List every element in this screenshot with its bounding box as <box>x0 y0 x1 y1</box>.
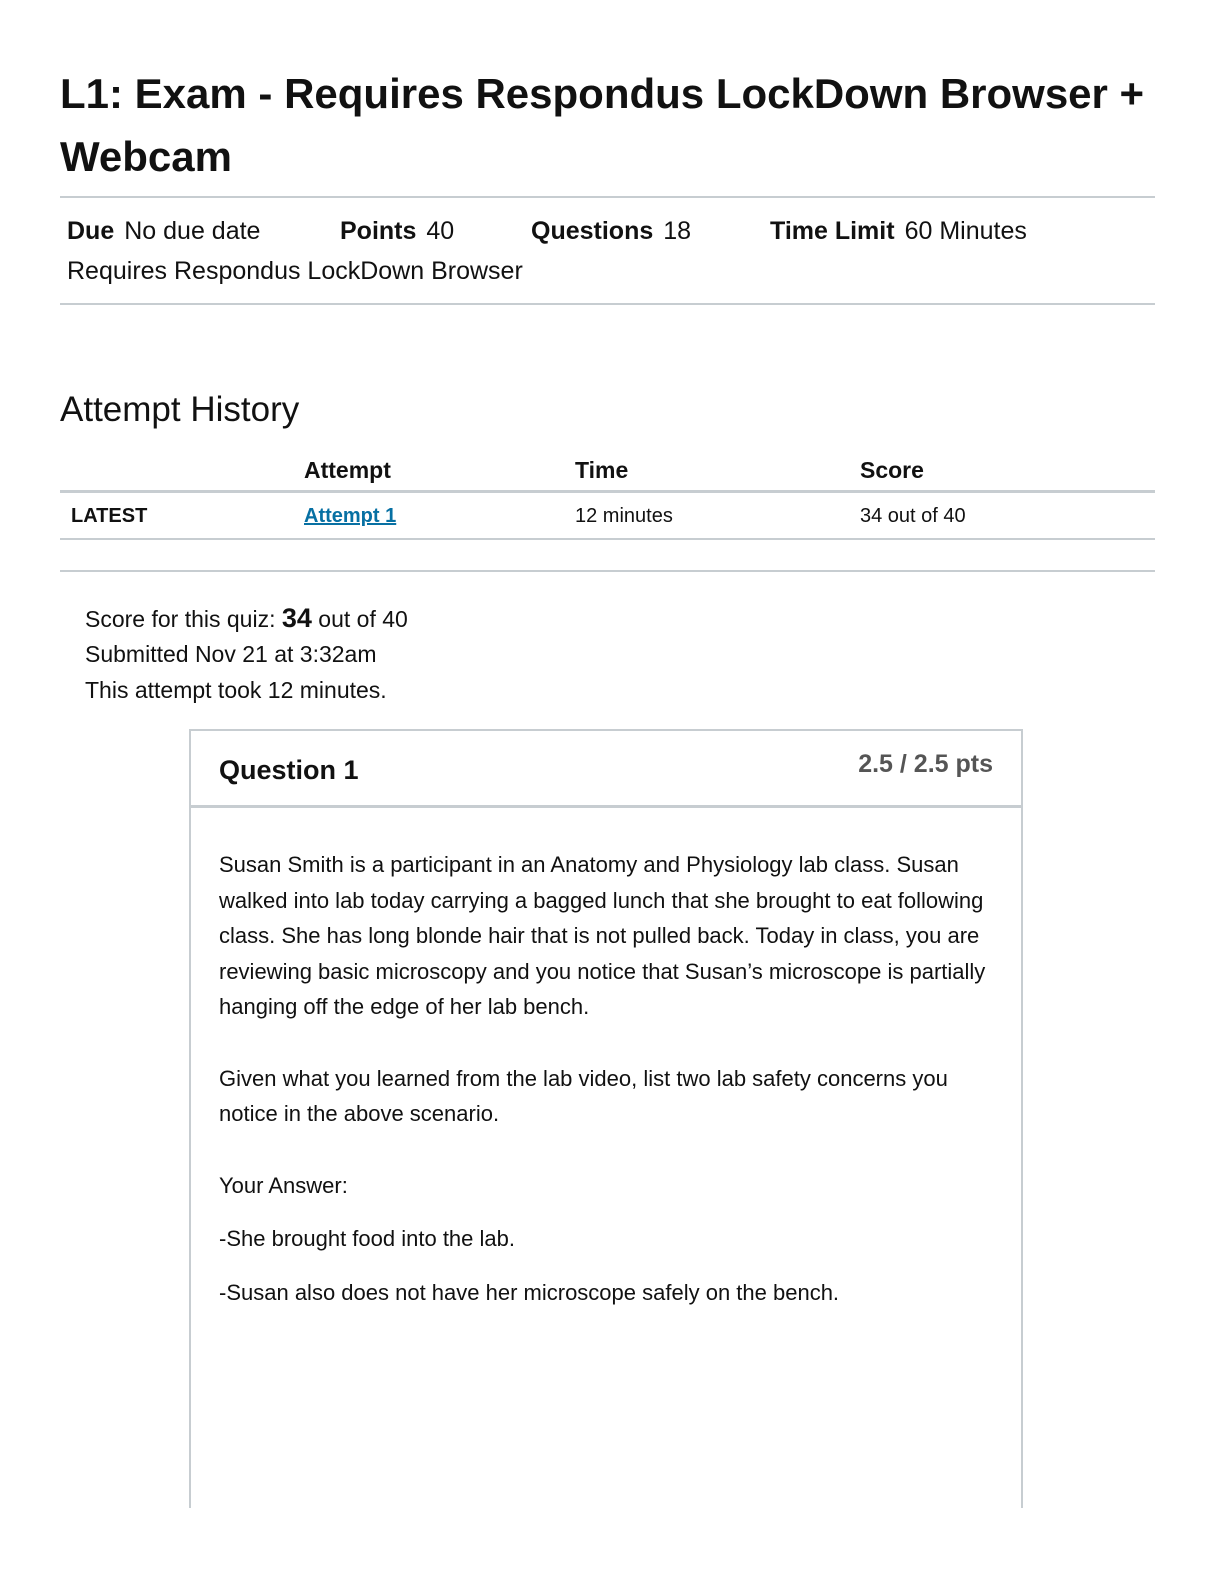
divider <box>60 196 1155 198</box>
score-suffix: out of 40 <box>311 606 408 632</box>
meta-points-label: Points <box>340 217 417 245</box>
duration-line: This attempt took 12 minutes. <box>85 677 387 703</box>
attempt-1-link[interactable]: Attempt 1 <box>304 505 397 527</box>
submitted-line: Submitted Nov 21 at 3:32am <box>85 641 377 667</box>
meta-questions-label: Questions <box>531 217 654 245</box>
quiz-summary <box>85 600 408 708</box>
meta-due <box>67 213 260 249</box>
attempt-time: 12 minutes <box>575 505 673 527</box>
meta-due-value: No due date <box>124 217 261 245</box>
score-line <box>85 600 408 636</box>
divider <box>60 570 1155 572</box>
meta-time-limit-value: 60 Minutes <box>904 217 1027 245</box>
question-prompt: Given what you learned from the lab video, list two lab safety concerns you notice in the above scenario. <box>219 1065 948 1126</box>
score-prefix: Score for this quiz: <box>85 606 282 632</box>
column-header-score: Score <box>860 457 924 483</box>
meta-time-limit <box>770 213 1027 249</box>
table-row-divider <box>60 538 1155 540</box>
meta-due-label: Due <box>67 217 115 245</box>
attempt-history-title: Attempt History <box>60 390 300 429</box>
quiz-title: L1: Exam - Requires Respondus LockDown Browser + Webcam <box>60 70 1145 180</box>
question-body <box>219 847 999 1310</box>
attempt-history-table <box>60 445 1155 541</box>
question-title: Question 1 <box>219 755 359 785</box>
meta-questions <box>531 213 691 249</box>
attempt-score: 34 out of 40 <box>860 505 966 527</box>
answer-line: -She brought food into the lab. <box>219 1226 515 1251</box>
meta-time-limit-label: Time Limit <box>770 217 895 245</box>
question-header <box>191 731 1021 808</box>
question-scenario: Susan Smith is a participant in an Anatomy and Physiology lab class. Susan walked into lab today carrying a bagged lunch that she brought to eat following class. She has long blonde hair that is not pulled back. Today in class, you are reviewing basic microscopy and you notice that Susan’s microscope is partially hanging off the edge of her lab bench. <box>219 852 986 1019</box>
column-header-attempt: Attempt <box>304 457 391 483</box>
answer-label: Your Answer: <box>219 1172 348 1198</box>
page-bottom-margin <box>0 1508 1224 1584</box>
divider <box>60 303 1155 305</box>
table-header-divider <box>60 490 1155 493</box>
column-header-time: Time <box>575 457 629 483</box>
question-card <box>189 729 1023 1584</box>
meta-points-value: 40 <box>426 217 455 245</box>
answer-line: -Susan also does not have her microscope safely on the bench. <box>219 1279 840 1305</box>
score-value: 34 <box>281 603 312 633</box>
meta-questions-value: 18 <box>663 217 692 245</box>
question-points: 2.5 / 2.5 pts <box>858 750 993 778</box>
meta-requirement: Requires Respondus LockDown Browser <box>67 257 523 285</box>
latest-label: LATEST <box>71 505 148 527</box>
meta-points <box>340 213 454 249</box>
